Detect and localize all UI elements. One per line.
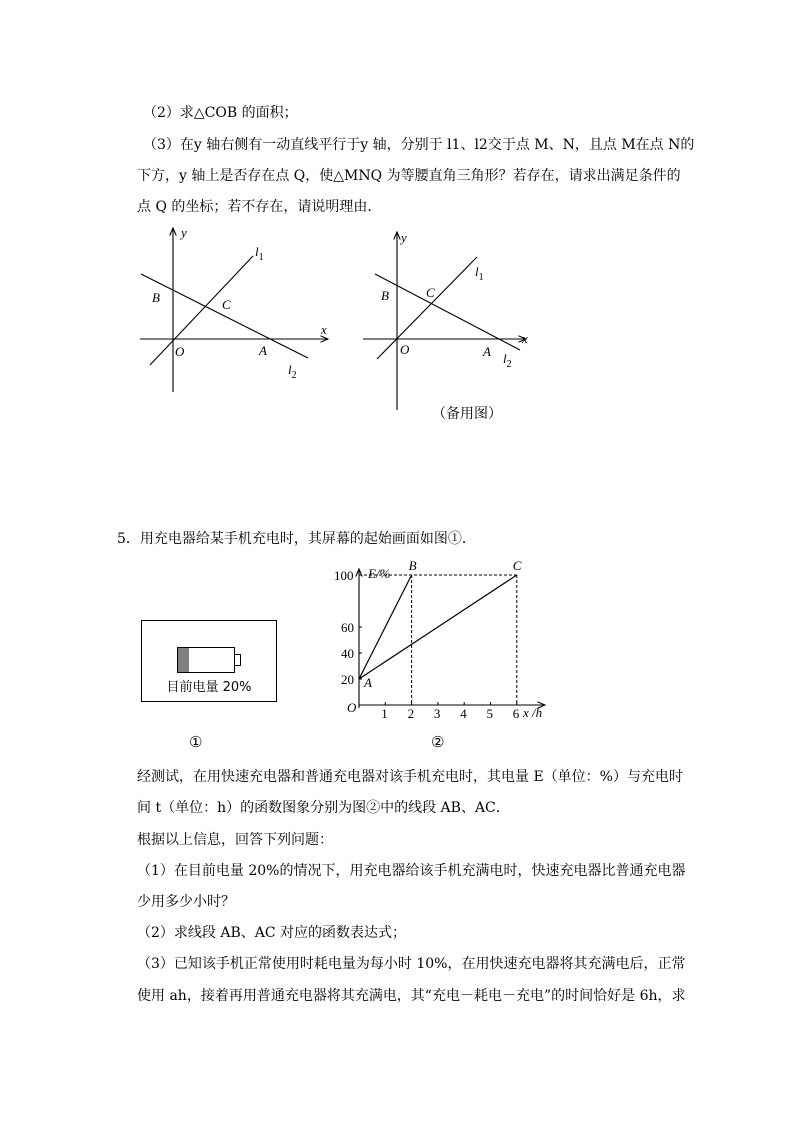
label-A: A bbox=[259, 343, 267, 358]
label-C: C bbox=[426, 285, 435, 300]
chart-origin-label: O bbox=[347, 700, 357, 715]
label-l1: $l_1$ bbox=[475, 264, 484, 283]
point-label-B: B bbox=[408, 558, 417, 573]
battery-fill bbox=[178, 648, 189, 672]
point-label-A: A bbox=[364, 675, 372, 690]
label-l2: $l_2$ bbox=[288, 362, 297, 381]
chart-y-axis-label: E/% bbox=[368, 566, 391, 581]
x-tick-label-4: 4 bbox=[460, 706, 467, 721]
y-tick-label-100: 100 bbox=[334, 568, 354, 583]
phone-screen-figure bbox=[141, 620, 277, 702]
label-B: B bbox=[152, 290, 160, 305]
segment-AC bbox=[359, 575, 517, 679]
battery-tip bbox=[235, 654, 241, 666]
problem4-q3-line1: （3）在y 轴右侧有一动直线平行于y 轴，分别于 l1、l2交于点 M、N，且点 M在点 N的 bbox=[143, 137, 695, 153]
battery-text: 目前电量 20% bbox=[166, 680, 252, 695]
label-A: A bbox=[483, 344, 491, 359]
problem5-text-line3: 根据以上信息，回答下列问题： bbox=[137, 832, 333, 848]
problem4-q3-line3: 点 Q 的坐标；若不存在，请说明理由． bbox=[137, 199, 382, 215]
problem5-q1-line2: 少用多少小时？ bbox=[137, 894, 235, 910]
problem4-q2: （2）求△COB 的面积； bbox=[143, 105, 298, 121]
x-tick-label-5: 5 bbox=[486, 706, 493, 721]
problem5-q3-line2: 使用 ah，接着再用普通充电器将其充满电，其“充电－耗电－充电”的时间恰好是 6h，求 bbox=[137, 988, 686, 1004]
chart-x-axis-label: x /h bbox=[523, 705, 543, 720]
point-label-C: C bbox=[512, 558, 522, 573]
label-l2: $l_2$ bbox=[503, 351, 512, 370]
label-l1: $l_1$ bbox=[255, 244, 264, 263]
x-tick-label-3: 3 bbox=[433, 706, 441, 721]
label-y: y bbox=[401, 230, 407, 245]
x-tick-label-1: 1 bbox=[381, 706, 388, 721]
charging-chart bbox=[330, 558, 570, 725]
problem5-text-line2: 间 t（单位：h）的函数图象分别为图②中的线段 AB、AC． bbox=[137, 800, 510, 816]
problem5-q3-line1: （3）已知该手机正常使用时耗电量为每小时 10%，在用快速充电器将其充满电后，正常 bbox=[137, 956, 686, 972]
problem4-q3-line2: 下方，y 轴上是否存在点 Q，使△MNQ 为等腰直角三角形？若存在，请求出满足条件的 bbox=[137, 168, 681, 184]
label-O: O bbox=[400, 342, 410, 357]
label-C: C bbox=[222, 297, 231, 312]
label-O: O bbox=[175, 344, 185, 359]
label-x: x bbox=[321, 322, 327, 337]
y-tick-label-60: 60 bbox=[341, 620, 354, 635]
problem5-q2: （2）求线段 AB、AC 对应的函数表达式； bbox=[137, 925, 407, 941]
label-y: y bbox=[181, 225, 187, 240]
segment-AB bbox=[359, 575, 412, 679]
figure-1-label: ① bbox=[189, 733, 203, 751]
battery-icon bbox=[177, 647, 235, 673]
y-tick-label-40: 40 bbox=[341, 646, 354, 661]
figure-2-label: ② bbox=[431, 733, 445, 751]
x-tick-label-6: 6 bbox=[512, 706, 520, 721]
label-B: B bbox=[381, 288, 389, 303]
label-x: x bbox=[522, 331, 528, 346]
spare-figure-caption: （备用图） bbox=[432, 406, 502, 422]
problem5-text-line1: 经测试，在用快速充电器和普通充电器对该手机充电时，其电量 E（单位：%）与充电时 bbox=[137, 769, 683, 785]
problem5-stem: 5．用充电器给某手机充电时，其屏幕的起始画面如图①． bbox=[117, 531, 476, 547]
y-tick-label-20: 20 bbox=[341, 672, 354, 687]
line-l1 bbox=[377, 257, 477, 359]
problem4-figure-spare bbox=[360, 222, 560, 402]
problem5-q1-line1: （1）在目前电量 20%的情况下，用充电器给该手机充满电时，快速充电器比普通充电器 bbox=[137, 863, 686, 879]
problem4-figure-main bbox=[138, 222, 338, 402]
x-tick-label-2: 2 bbox=[407, 706, 415, 721]
line-l1 bbox=[150, 256, 253, 365]
